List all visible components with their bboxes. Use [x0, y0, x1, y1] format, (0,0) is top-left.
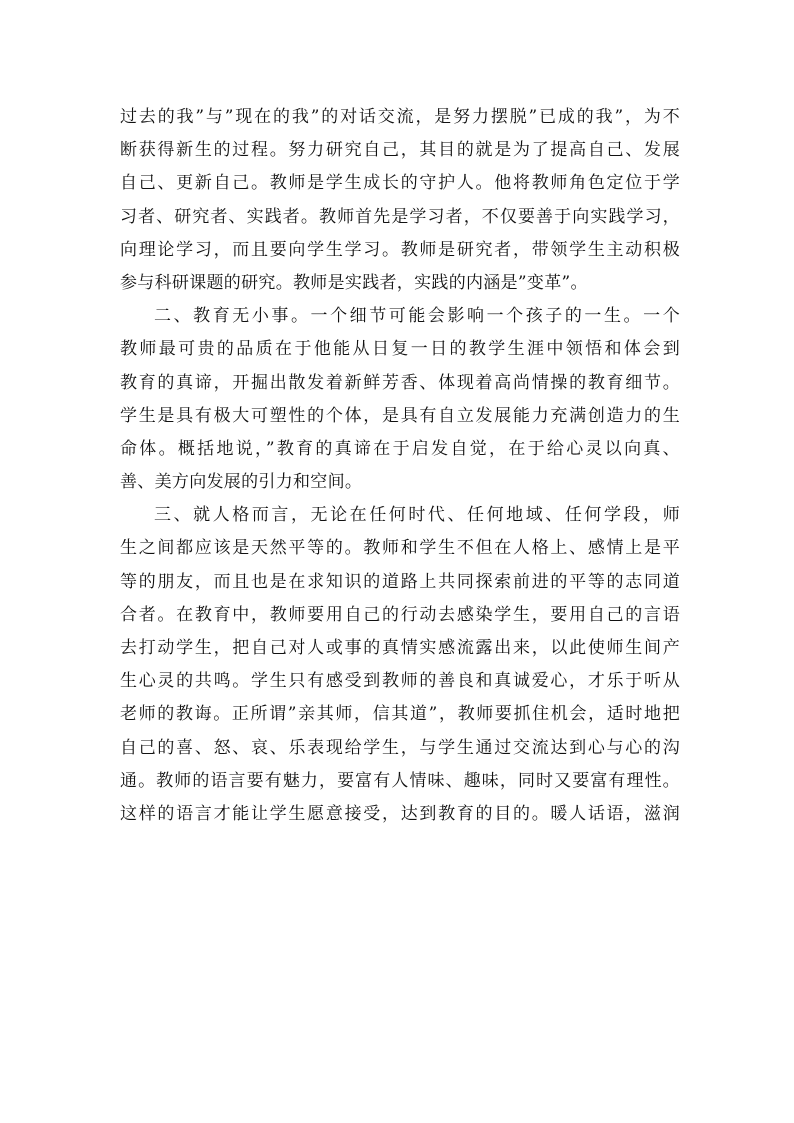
text-line: 通。教师的语言要有魅力，要富有人情味、趣味，同时又要富有理性。 — [120, 770, 680, 791]
text-line: 二、教育无小事。一个细节可能会影响一个孩子的一生。一个 — [154, 306, 680, 327]
text-line: 习者、研究者、实践者。教师首先是学习者，不仅要善于向实践学习， — [120, 206, 680, 227]
text-line: 教育的真谛，开掘出散发着新鲜芳香、体现着高尚情操的教育细节。 — [120, 372, 680, 393]
body-text — [120, 101, 680, 831]
text-line: 合者。在教育中，教师要用自己的行动去感染学生，要用自己的言语 — [120, 604, 680, 625]
text-line: 学生是具有极大可塑性的个体，是具有自立发展能力充满创造力的生 — [120, 405, 680, 426]
text-line: 自己、更新自己。教师是学生成长的守护人。他将教师角色定位于学 — [120, 173, 680, 194]
text-line: 断获得新生的过程。努力研究自己，其目的就是为了提高自己、发展 — [120, 140, 680, 161]
text-line: 生之间都应该是天然平等的。教师和学生不但在人格上、感情上是平 — [120, 538, 680, 559]
text-line: 参与科研课题的研究。教师是实践者，实践的内涵是”变革”。 — [120, 272, 588, 293]
text-line: 三、就人格而言，无论在任何时代、任何地域、任何学段，师 — [154, 505, 680, 526]
text-line: 善、美方向发展的引力和空间。 — [120, 472, 363, 493]
text-line: 向理论学习，而且要向学生学习。教师是研究者，带领学生主动积极 — [120, 239, 680, 260]
text-line: 等的朋友，而且也是在求知识的道路上共同探索前进的平等的志同道 — [120, 571, 680, 592]
text-line: 老师的教诲。正所谓”亲其师，信其道”，教师要抓住机会，适时地把 — [120, 704, 680, 725]
text-line: 命体。概括地说，”教育的真谛在于启发自觉，在于给心灵以向真、 — [120, 438, 680, 459]
text-line: 这样的语言才能让学生愿意接受，达到教育的目的。暖人话语，滋润 — [120, 803, 680, 824]
text-line: 生心灵的共鸣。学生只有感受到教师的善良和真诚爱心，才乐于听从 — [120, 671, 680, 692]
text-line: 自己的喜、怒、哀、乐表现给学生，与学生通过交流达到心与心的沟 — [120, 737, 680, 758]
text-line: 去打动学生，把自己对人或事的真情实感流露出来，以此使师生间产 — [120, 638, 680, 658]
text-line: 过去的我”与”现在的我”的对话交流，是努力摆脱”已成的我”，为不 — [120, 107, 680, 127]
text-line: 教师最可贵的品质在于他能从日复一日的教学生涯中领悟和体会到 — [120, 339, 680, 360]
